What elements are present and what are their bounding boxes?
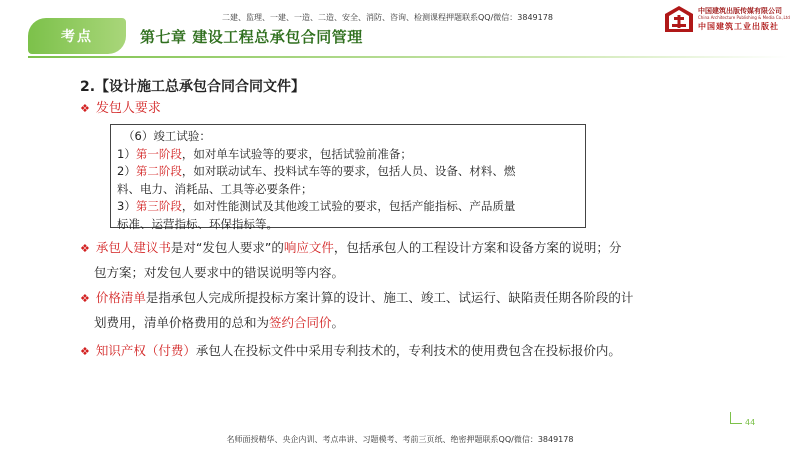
- publisher-name-english: China Architecture Publishing & Media Co.,Ltd: [698, 15, 790, 20]
- publisher-name-chinese: 中国建筑工业出版社: [698, 21, 779, 31]
- stage-2-line-cont: 料、电力、消耗品、工具等必要条件；: [117, 181, 313, 196]
- diamond-bullet-icon: ❖: [80, 292, 90, 305]
- publisher-emblem-icon: [664, 5, 694, 33]
- topic-badge: 考点: [28, 18, 126, 54]
- stage-1-line: 1）第一阶段，如对单车试验等的要求，包括试验前准备；: [117, 146, 412, 161]
- completion-test-box: [110, 124, 586, 231]
- page-number: 44: [745, 418, 756, 427]
- section-title: 2.【设计施工总承包合同合同文件】: [80, 79, 306, 95]
- stage-3-line-cont: 标准、运营指标、环保指标等。: [117, 216, 278, 231]
- diamond-bullet-icon: ❖: [80, 102, 90, 115]
- publisher-name-line1: 中国建筑出版传媒有限公司: [698, 7, 782, 15]
- footer-contact-note: 名师面授精华、央企内训、考点串讲、习题模考、考前三页纸、绝密押题联系QQ/微信：3849178: [226, 435, 574, 444]
- term-contractor-proposal: 承包人建议书: [95, 240, 171, 255]
- box-heading: （6）竣工试验：: [123, 129, 211, 143]
- stage-3-line: 3）第三阶段，如对性能测试及其他竣工试验的要求，包括产能指标、产品质量: [117, 199, 516, 213]
- diamond-bullet-icon: ❖: [80, 242, 90, 255]
- diamond-bullet-icon: ❖: [80, 345, 90, 358]
- bullet-label: 发包人要求: [95, 101, 161, 116]
- chapter-title: 第七章 建设工程总承包合同管理: [140, 28, 363, 46]
- term-price-list: 价格清单: [95, 290, 146, 305]
- top-contact-note: 二建、监理、一建、一造、二造、安全、消防、咨询、检测课程押题联系QQ/微信：3849178: [222, 13, 553, 22]
- header-divider: [28, 56, 788, 58]
- publisher-logo: [664, 3, 794, 37]
- stage-2-line: 2）第二阶段，如对联动试车、投料试车等的要求，包括人员、设备、材料、燃: [117, 164, 516, 178]
- term-ip-fee: 知识产权（付费）: [95, 343, 196, 358]
- page-corner-mark: [730, 412, 742, 424]
- paragraph-ip-fee: ❖ 知识产权（付费）承包人在投标文件中采用专利技术的，专利技术的使用费包含在投标报价内。: [80, 343, 621, 358]
- paragraph-price-list: ❖ 价格清单是指承包人完成所提投标方案计算的设计、施工、竣工、试运行、缺陷责任期各阶段的计 划费用，清单价格费用的总和为签约合同价。: [80, 290, 634, 330]
- bullet-employer-requirements: [80, 96, 161, 122]
- paragraph-contractor-proposal: ❖ 承包人建议书是对“发包人要求”的响应文件，包括承包人的工程设计方案和设备方案的说明；分 包方案；对发包人要求中的错误说明等内容。: [80, 240, 622, 280]
